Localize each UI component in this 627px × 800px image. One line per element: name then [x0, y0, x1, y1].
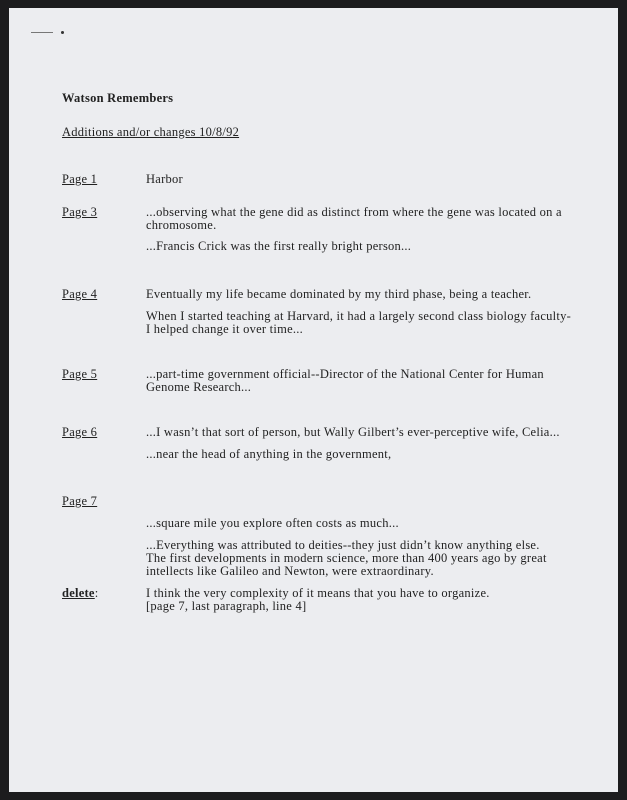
scan-mark: [31, 32, 53, 33]
entry-text: Harbor: [146, 172, 183, 186]
entry-text: intellects like Galileo and Newton, were extraordinary.: [146, 564, 434, 578]
page-label: Page 5: [62, 367, 98, 381]
entry-text: chromosome.: [146, 218, 217, 232]
page-label: Page 1: [62, 172, 98, 186]
page-label: Page 3: [62, 205, 98, 219]
page-label: Page 4: [62, 287, 98, 301]
document-title: Watson Remembers: [62, 91, 174, 105]
page-label: Page 6: [62, 425, 98, 439]
entry-text: ...near the head of anything in the government,: [146, 447, 392, 461]
delete-word: delete: [62, 586, 95, 600]
entry-text: When I started teaching at Harvard, it had a largely second class biology faculty-: [146, 309, 571, 323]
entry-text: The first developments in modern science, more than 400 years ago by great: [146, 551, 547, 565]
delete-colon: :: [94, 586, 99, 600]
entry-text: ...square mile you explore often costs as much...: [146, 516, 399, 530]
scan-dot: [61, 31, 64, 34]
entry-text: ...Francis Crick was the first really bright person...: [146, 239, 412, 253]
document-subtitle: Additions and/or changes 10/8/92: [62, 125, 240, 139]
delete-label: [62, 587, 98, 600]
page-label: Page 7: [62, 494, 98, 508]
entry-text: I helped change it over time...: [146, 322, 303, 336]
delete-reference: [page 7, last paragraph, line 4]: [146, 599, 307, 613]
entry-text: ...part-time government official--Director of the National Center for Human: [146, 367, 544, 381]
entry-text: Eventually my life became dominated by my third phase, being a teacher.: [146, 287, 532, 301]
entry-text: ...Everything was attributed to deities--they just didn’t know anything else.: [146, 538, 540, 552]
entry-text: ...I wasn’t that sort of person, but Wally Gilbert’s ever-perceptive wife, Celia...: [146, 425, 560, 439]
entry-text: ...observing what the gene did as distinct from where the gene was located on a: [146, 205, 562, 219]
entry-text: Genome Research...: [146, 380, 252, 394]
document-page: [9, 8, 618, 792]
delete-text: I think the very complexity of it means that you have to organize.: [146, 586, 490, 600]
